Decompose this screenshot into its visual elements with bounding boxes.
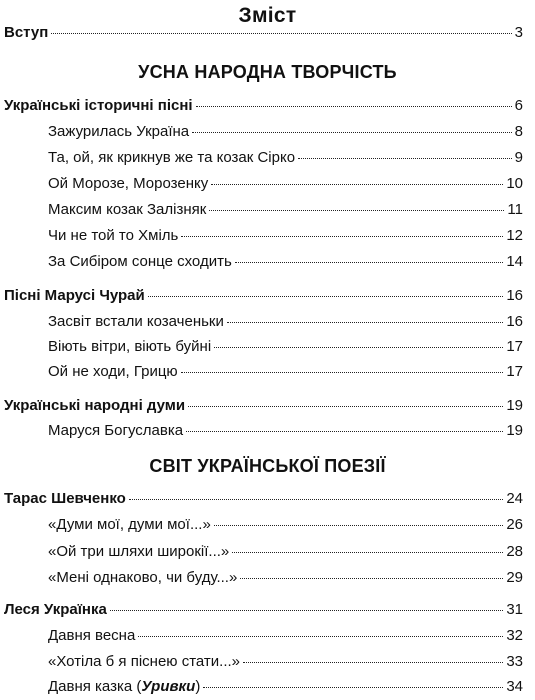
toc-entry-page: 31 xyxy=(506,601,523,618)
toc-entry-text: Вступ xyxy=(4,24,49,41)
toc-entry-text-italic: Уривки xyxy=(141,678,196,695)
toc-entry[interactable] xyxy=(48,651,523,673)
toc-entry-page: 6 xyxy=(514,97,523,114)
toc-entry-page: 28 xyxy=(506,543,523,560)
toc-entry[interactable] xyxy=(4,95,523,117)
toc-entry-page: 26 xyxy=(506,516,523,533)
toc-entry-text: Давня весна xyxy=(48,627,136,644)
toc-entry-page: 12 xyxy=(506,227,523,244)
toc-entry[interactable] xyxy=(48,199,523,221)
dot-leader xyxy=(232,552,503,553)
dot-leader xyxy=(196,106,512,107)
toc-entry-intro[interactable] xyxy=(4,22,523,44)
toc-entry[interactable] xyxy=(4,488,523,510)
toc-entry-text: Максим козак Залізняк xyxy=(48,201,207,218)
toc-entry[interactable] xyxy=(4,599,523,621)
toc-entry-text: Віють вітри, віють буйні xyxy=(48,338,212,355)
dot-leader xyxy=(235,262,504,263)
toc-entry-text: Пісні Марусі Чурай xyxy=(4,287,145,304)
toc-entry-page: 29 xyxy=(506,569,523,586)
dot-leader xyxy=(181,236,503,237)
toc-entry-text: «Ой три шляхи широкії...» xyxy=(48,543,230,560)
dot-leader xyxy=(148,296,504,297)
section-heading-poetry: СВІТ УКРАЇНСЬКОЇ ПОЕЗІЇ xyxy=(149,456,386,476)
toc-entry-page: 8 xyxy=(514,123,523,140)
dot-leader xyxy=(192,132,512,133)
toc-entry-text: «Думи мої, думи мої...» xyxy=(48,516,211,533)
toc-entry-text: Засвіт встали козаченьки xyxy=(48,313,224,330)
toc-entry-text: Леся Українка xyxy=(4,601,107,618)
section-heading-folk: УСНА НАРОДНА ТВОРЧІСТЬ xyxy=(138,62,397,82)
toc-entry-text: Українські історичні пісні xyxy=(4,97,193,114)
dot-leader xyxy=(214,347,503,348)
toc-entry-text: Зажурилась Україна xyxy=(48,123,190,140)
toc-entry-page: 11 xyxy=(507,201,523,218)
toc-entry-page: 14 xyxy=(506,253,523,270)
toc-entry[interactable] xyxy=(48,541,523,563)
dot-leader xyxy=(227,322,503,323)
toc-entry-page: 32 xyxy=(506,627,523,644)
toc-entry-page: 16 xyxy=(506,313,523,330)
toc-entry-text-end: ) xyxy=(195,678,201,695)
toc-entry-text: Ой Морозе, Морозенку xyxy=(48,175,209,192)
dot-leader xyxy=(240,578,503,579)
toc-entry-page: 17 xyxy=(506,363,523,380)
page-title: Зміст xyxy=(238,4,297,27)
toc-entry-page: 19 xyxy=(506,422,523,439)
toc-entry-text: Українські народні думи xyxy=(4,397,186,414)
toc-entry-text: «Хотіла б я піснею стати...» xyxy=(48,653,241,670)
dot-leader xyxy=(298,158,512,159)
toc-entry[interactable] xyxy=(48,676,523,698)
toc-entry-page: 10 xyxy=(506,175,523,192)
toc-entry-text: Чи не той то Хміль xyxy=(48,227,179,244)
toc-entry-text: Та, ой, як крикнув же та козак Сірко xyxy=(48,149,296,166)
toc-entry[interactable] xyxy=(4,285,523,307)
dot-leader xyxy=(203,687,503,688)
toc-entry-page: 34 xyxy=(506,678,523,695)
dot-leader xyxy=(214,525,504,526)
toc-entry[interactable] xyxy=(48,625,523,647)
toc-entry[interactable] xyxy=(48,225,523,247)
dot-leader xyxy=(186,431,503,432)
toc-entry[interactable] xyxy=(48,311,523,333)
toc-entry-text: Ой не ходи, Грицю xyxy=(48,363,178,380)
toc-entry-page: 9 xyxy=(514,149,523,166)
toc-entry[interactable] xyxy=(48,121,523,143)
toc-entry[interactable] xyxy=(48,361,523,383)
toc-entry-page: 17 xyxy=(506,338,523,355)
dot-leader xyxy=(243,662,503,663)
dot-leader xyxy=(188,406,503,407)
toc-entry[interactable] xyxy=(48,567,523,589)
toc-entry-page: 19 xyxy=(506,397,523,414)
toc-entry[interactable] xyxy=(48,514,523,536)
toc-entry-page: 3 xyxy=(514,24,523,41)
toc-entry[interactable] xyxy=(4,395,523,417)
toc-entry[interactable] xyxy=(48,251,523,273)
toc-entry-text: «Мені однаково, чи буду...» xyxy=(48,569,238,586)
toc-entry-text xyxy=(48,676,200,698)
dot-leader xyxy=(211,184,503,185)
toc-entry[interactable] xyxy=(48,336,523,358)
dot-leader xyxy=(181,372,504,373)
toc-entry-page: 33 xyxy=(506,653,523,670)
dot-leader xyxy=(110,610,503,611)
toc-entry-page: 16 xyxy=(506,287,523,304)
dot-leader xyxy=(138,636,503,637)
dot-leader xyxy=(51,33,511,34)
toc-entry[interactable] xyxy=(48,147,523,169)
toc-entry-page: 24 xyxy=(506,490,523,507)
toc-entry-text-start: Давня казка ( xyxy=(48,678,142,695)
toc-entry-text: Маруся Богуславка xyxy=(48,422,184,439)
toc-entry[interactable] xyxy=(48,420,523,442)
toc-entry-text: Тарас Шевченко xyxy=(4,490,126,507)
toc-entry-text: За Сибіром сонце сходить xyxy=(48,253,232,270)
dot-leader xyxy=(209,210,504,211)
toc-entry[interactable] xyxy=(48,173,523,195)
dot-leader xyxy=(129,499,504,500)
